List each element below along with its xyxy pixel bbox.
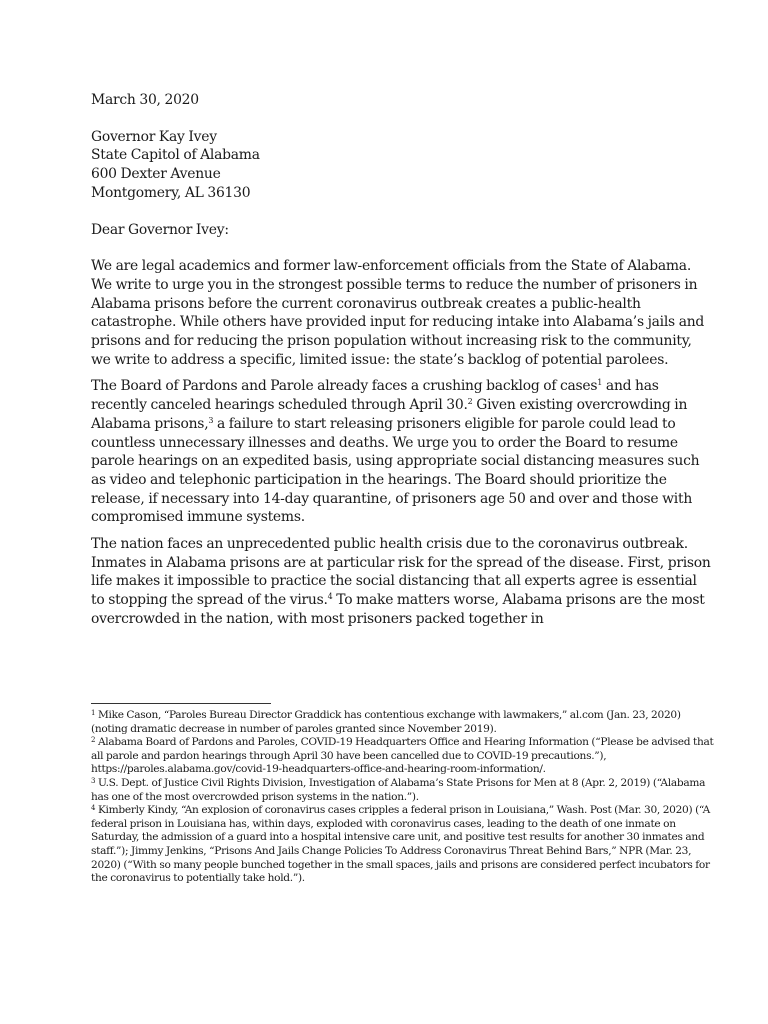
recipient-address	[91, 128, 711, 203]
letter-date: March 30, 2020	[91, 92, 199, 108]
paragraph-2-text-b: and has recently canceled hearings scheduled through April 30.	[91, 378, 659, 414]
paragraph-2-text-a: The Board of Pardons and Parole already faces a crushing backlog of cases	[91, 378, 598, 395]
footnote-2-number: 2	[91, 736, 96, 745]
letter-body	[91, 91, 711, 637]
paragraph-3	[91, 535, 711, 629]
paragraph-3-text-b: To make matters worse, Alabama prisons are the most overcrowded in the nation, with most prisoners packed together in	[91, 592, 705, 627]
footnote-ref-3: 3	[208, 415, 214, 425]
footnote-3-number: 3	[91, 776, 96, 785]
footnote-ref-4: 4	[327, 592, 333, 602]
footnote-1	[91, 709, 719, 736]
paragraph-2-text-c: Given existing overcrowding in Alabama prisons,	[91, 397, 688, 432]
recipient-line-3: 600 Dexter Avenue	[91, 166, 221, 183]
paragraph-3-text-a: The nation faces an unprecedented public health crisis due to the coronavirus outbreak. Inmates in Alabama prisons are at particular risk for the spread of the disease. First, prison life makes it impossible to practice the social distancing that all experts agree is essential to stopping the spread of the virus.	[91, 536, 711, 609]
paragraph-1: We are legal academics and former law-enforcement officials from the State of Alabama. We write to urge you in the strongest possible terms to reduce the number of prisoners in Alabama prisons before the current coronavirus outbreak creates a public-health catastrophe. While others have provided input for reducing intake into Alabama’s jails and prisons and for reducing the prison population without increasing risk to the community, we write to address a specific, limited issue: the state’s backlog of potential parolees.	[91, 258, 705, 368]
footnote-4	[91, 804, 719, 886]
recipient-name: Governor Kay Ivey	[91, 128, 217, 145]
recipient-line-2: State Capitol of Alabama	[91, 147, 260, 164]
salutation: Dear Governor Ivey:	[91, 221, 229, 238]
footnote-1-text: Mike Cason, “Paroles Bureau Director Graddick has contentious exchange with lawmakers,” al.com (Jan. 23, 2020) (noting dramatic decrease in number of paroles granted since November 2019).	[91, 709, 681, 735]
footnote-divider	[91, 703, 271, 704]
footnote-2-text: Alabama Board of Pardons and Paroles, COVID-19 Headquarters Office and Hearing Information (“Please be advised that all parole and pardon hearings through April 30 have been cancelled due to COVID-19 precautions.”), https://paroles.alabama.gov/covid-19-headquarters-office-and-hearing-room-information/.	[91, 736, 714, 776]
footnote-3	[91, 777, 719, 804]
footnote-4-number: 4	[91, 804, 96, 813]
footnote-3-text: U.S. Dept. of Justice Civil Rights Division, Investigation of Alabama’s State Prisons for Men at 8 (Apr. 2, 2019) (“Alabama has one of the most overcrowded prison systems in the nation.”).	[91, 776, 706, 803]
footnote-ref-2: 2	[467, 397, 473, 407]
footnote-2	[91, 736, 719, 777]
paragraph-2-text-d: a failure to start releasing prisoners eligible for parole could lead to countless unnecessary illnesses and deaths. We urge you to order the Board to resume parole hearings on an expedited basis, using appropriate social distancing measures such as video and telephonic participation in the hearings. The Board should prioritize the release, if necessary into 14-day quarantine, of prisoners age 50 and over and those with compromised immune systems.	[91, 415, 700, 526]
recipient-line-4: Montgomery, AL 36130	[91, 184, 251, 201]
footnotes	[91, 709, 719, 886]
footnote-ref-1: 1	[597, 378, 603, 388]
footnote-1-number: 1	[91, 709, 96, 717]
paragraph-2	[91, 377, 711, 527]
footnote-4-text: Kimberly Kindy, “An explosion of coronavirus cases cripples a federal prison in Louisiana,” Wash. Post (Mar. 30, 2020) (“A federal prison in Louisiana has, within days, exploded with coronavirus cases, leading to the death of one inmate on Saturday, the admission of a guard into a hospital intensive care unit, and positive test results for another 30 inmates and staff.”); Jimmy Jenkins, “Prisons And Jails Change Policies To Address Coronavirus Threat Behind Bars,” NPR (Mar. 23, 2020) (“With so many people bunched together in the small spaces, jails and prisons are considered perfect incubators for the coronavirus to potentially take hold.”).	[91, 804, 711, 885]
